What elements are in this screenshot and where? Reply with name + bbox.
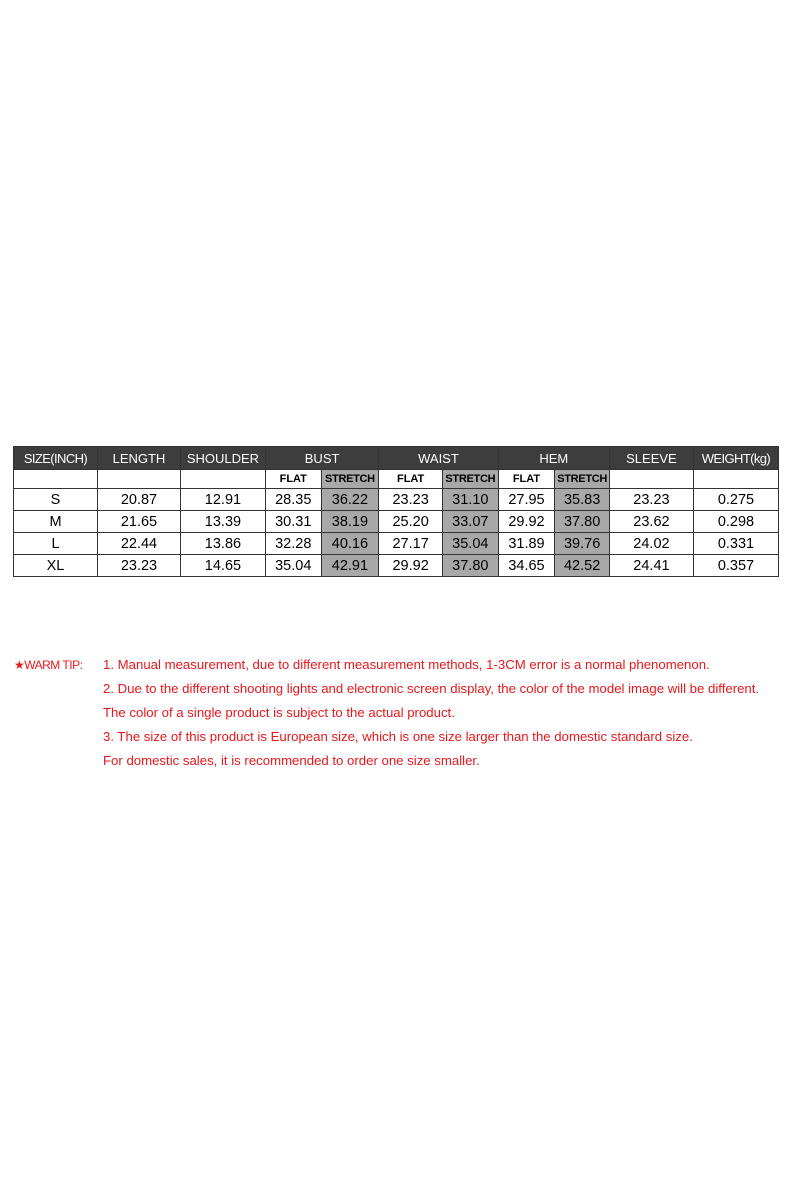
hem-stretch-cell: 37.80 [555, 511, 610, 533]
tip-line [14, 751, 794, 775]
bust-stretch-subheader: STRETCH [321, 470, 379, 489]
waist-stretch-cell: 35.04 [443, 533, 499, 555]
sleeve-cell: 23.62 [609, 511, 693, 533]
waist-flat-cell: 25.20 [379, 511, 443, 533]
size-chart-table [13, 446, 779, 577]
tip-text: For domestic sales, it is recommended to order one size smaller. [103, 753, 480, 768]
waist-stretch-subheader: STRETCH [443, 470, 499, 489]
tip-text: 3. The size of this product is European size, which is one size larger than the domestic standard size. [103, 729, 693, 744]
hem-flat-cell: 27.95 [498, 489, 555, 511]
bust-stretch-cell: 42.91 [321, 555, 379, 577]
waist-stretch-cell: 33.07 [443, 511, 499, 533]
hem-flat-subheader: FLAT [498, 470, 555, 489]
weight-cell: 0.331 [693, 533, 778, 555]
size-cell: M [14, 511, 98, 533]
sleeve-header: SLEEVE [609, 447, 693, 470]
warm-tip-label: ★WARM TIP: [14, 658, 83, 672]
sleeve-cell: 24.41 [609, 555, 693, 577]
bust-stretch-cell: 36.22 [321, 489, 379, 511]
bust-stretch-cell: 38.19 [321, 511, 379, 533]
bust-flat-subheader: FLAT [265, 470, 321, 489]
hem-header: HEM [498, 447, 609, 470]
hem-flat-cell: 29.92 [498, 511, 555, 533]
waist-stretch-cell: 31.10 [443, 489, 499, 511]
empty-cell [609, 470, 693, 489]
waist-flat-cell: 27.17 [379, 533, 443, 555]
tip-line [14, 655, 794, 679]
waist-header: WAIST [379, 447, 498, 470]
size-cell: L [14, 533, 98, 555]
bust-header: BUST [265, 447, 378, 470]
table-row [14, 533, 779, 555]
tip-line [14, 679, 794, 703]
empty-cell [14, 470, 98, 489]
weight-header: WEIGHT(kg) [693, 447, 778, 470]
weight-cell: 0.357 [693, 555, 778, 577]
length-cell: 22.44 [97, 533, 180, 555]
hem-stretch-cell: 35.83 [555, 489, 610, 511]
bust-flat-cell: 32.28 [265, 533, 321, 555]
subheader-row [14, 470, 779, 489]
tip-text: 1. Manual measurement, due to different measurement methods, 1-3CM error is a normal phenomenon. [103, 657, 710, 672]
shoulder-cell: 13.86 [180, 533, 265, 555]
table-row [14, 511, 779, 533]
length-cell: 20.87 [97, 489, 180, 511]
hem-stretch-subheader: STRETCH [555, 470, 610, 489]
empty-cell [97, 470, 180, 489]
tip-text: The color of a single product is subject to the actual product. [103, 705, 455, 720]
sleeve-cell: 24.02 [609, 533, 693, 555]
size-cell: XL [14, 555, 98, 577]
bust-flat-cell: 28.35 [265, 489, 321, 511]
tip-line [14, 727, 794, 751]
tip-line [14, 703, 794, 727]
bust-stretch-cell: 40.16 [321, 533, 379, 555]
length-header: LENGTH [97, 447, 180, 470]
size-cell: S [14, 489, 98, 511]
weight-cell: 0.298 [693, 511, 778, 533]
tip-text: 2. Due to the different shooting lights and electronic screen display, the color of the model image will be different. [103, 681, 760, 696]
shoulder-cell: 14.65 [180, 555, 265, 577]
waist-flat-cell: 23.23 [379, 489, 443, 511]
table-row [14, 489, 779, 511]
hem-flat-cell: 34.65 [498, 555, 555, 577]
bust-flat-cell: 30.31 [265, 511, 321, 533]
weight-cell: 0.275 [693, 489, 778, 511]
waist-stretch-cell: 37.80 [443, 555, 499, 577]
waist-flat-cell: 29.92 [379, 555, 443, 577]
warm-tip-section [14, 655, 794, 775]
hem-stretch-cell: 39.76 [555, 533, 610, 555]
length-cell: 21.65 [97, 511, 180, 533]
header-row [14, 447, 779, 470]
shoulder-cell: 13.39 [180, 511, 265, 533]
shoulder-cell: 12.91 [180, 489, 265, 511]
empty-cell [693, 470, 778, 489]
table-row [14, 555, 779, 577]
shoulder-header: SHOULDER [180, 447, 265, 470]
hem-stretch-cell: 42.52 [555, 555, 610, 577]
sleeve-cell: 23.23 [609, 489, 693, 511]
waist-flat-subheader: FLAT [379, 470, 443, 489]
bust-flat-cell: 35.04 [265, 555, 321, 577]
size-header: SIZE(INCH) [14, 447, 98, 470]
length-cell: 23.23 [97, 555, 180, 577]
hem-flat-cell: 31.89 [498, 533, 555, 555]
empty-cell [180, 470, 265, 489]
